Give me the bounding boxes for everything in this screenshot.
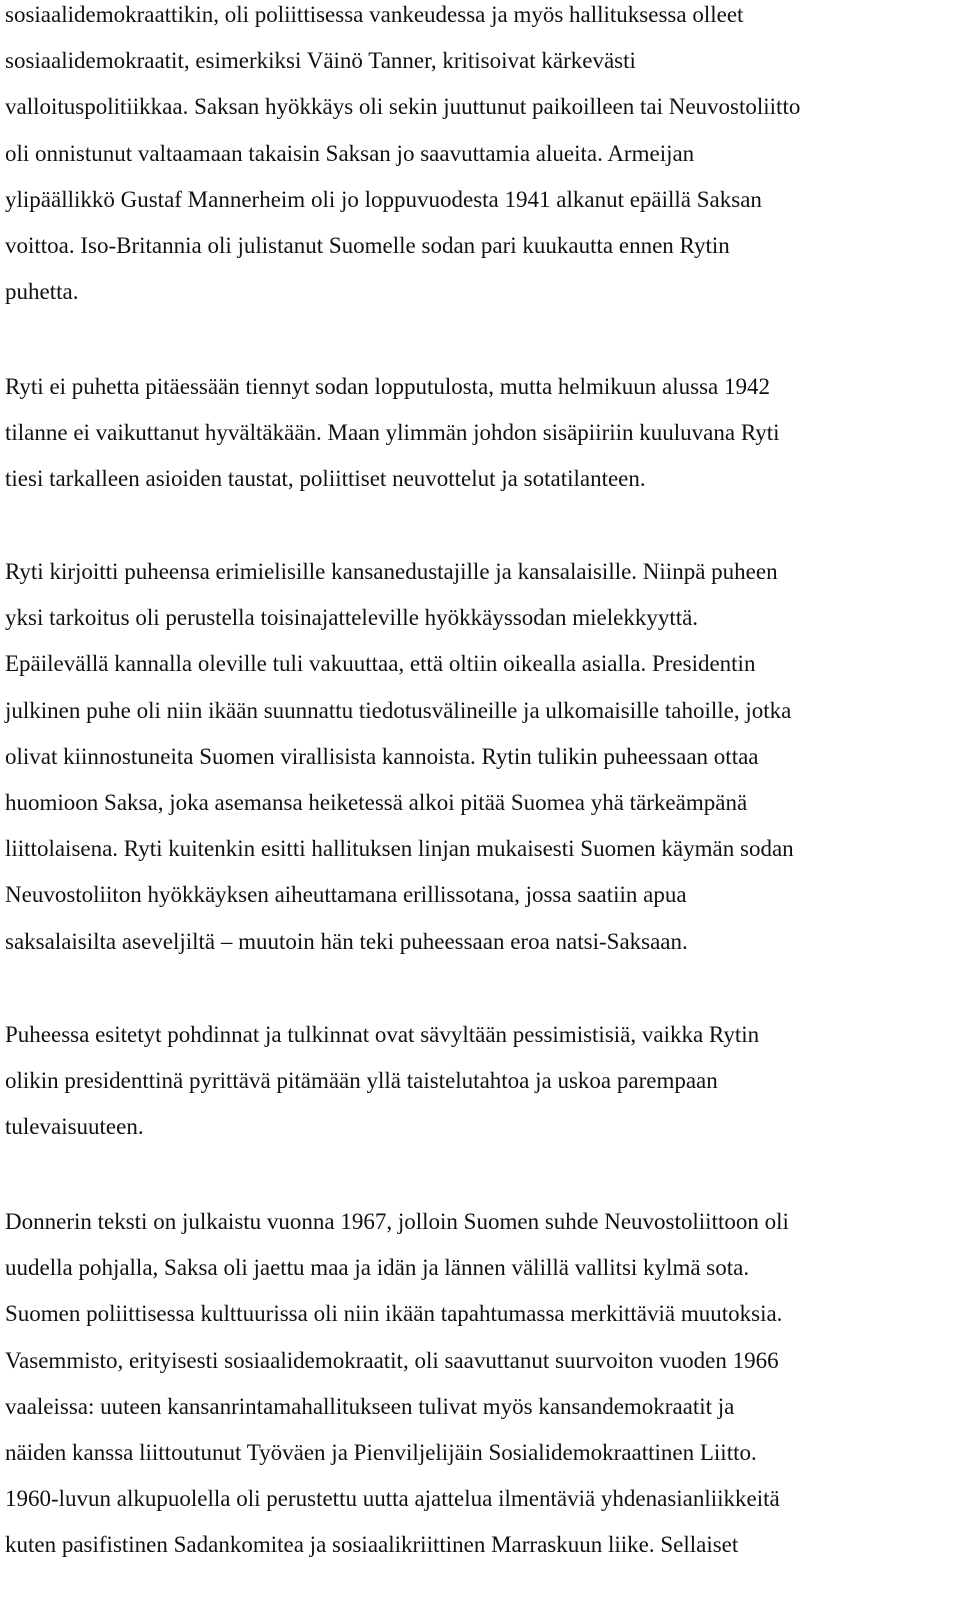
text-line: tilanne ei vaikuttanut hyvältäkään. Maan ylimmän johdon sisäpiiriin kuuluvana Ryti — [5, 420, 780, 446]
text-line: valloituspolitiikkaa. Saksan hyökkäys oli sekin juuttunut paikoilleen tai Neuvostoliitto — [5, 94, 801, 120]
text-line: ylipäällikkö Gustaf Mannerheim oli jo loppuvuodesta 1941 alkanut epäillä Saksan — [5, 186, 762, 212]
text-line: huomioon Saksa, joka asemansa heiketessä alkoi pitää Suomea yhä tärkeämpänä — [5, 789, 748, 815]
text-line: sosiaalidemokraatit, esimerkiksi Väinö Tanner, kritisoivat kärkevästi — [5, 48, 636, 74]
text-line: tiesi tarkalleen asioiden taustat, poliittiset neuvottelut ja sotatilanteen. — [5, 466, 646, 492]
text-line: saksalaisilta aseveljiltä – muutoin hän teki puheessaan eroa natsi-Saksaan. — [5, 928, 688, 954]
text-line: Donnerin teksti on julkaistu vuonna 1967, jolloin Suomen suhde Neuvostoliittoon oli — [5, 1209, 789, 1234]
text-line: uudella pohjalla, Saksa oli jaettu maa ja idän ja lännen välillä vallitsi kylmä sota. — [5, 1255, 750, 1281]
paragraph-2 — [5, 372, 955, 511]
text-line: julkinen puhe oli niin ikään suunnattu tiedotusvälineille ja ulkomaisille tahoille, jotka — [5, 697, 792, 723]
paragraph-1 — [5, 0, 955, 323]
text-line: tulevaisuuteen. — [5, 1114, 144, 1140]
text-line: liittolaisena. Ryti kuitenkin esitti hallituksen linjan mukaisesti Suomen käymän sodan — [5, 836, 794, 862]
text-line: Neuvostoliiton hyökkäyksen aiheuttamana erillissotana, jossa saatiin apua — [5, 882, 687, 908]
text-line: sosiaalidemokraattikin, oli poliittisessa vankeudessa ja myös hallituksessa olleet — [5, 2, 744, 27]
text-line: Suomen poliittisessa kulttuurissa oli niin ikään tapahtumassa merkittäviä muutoksia. — [5, 1301, 783, 1327]
text-line: olivat kiinnostuneita Suomen virallisista kannoista. Rytin tulikin puheessaan ottaa — [5, 743, 759, 769]
text-line: Ryti ei puhetta pitäessään tiennyt sodan lopputulosta, mutta helmikuun alussa 1942 — [5, 374, 770, 399]
text-line: olikin presidenttinä pyrittävä pitämään yllä taistelutahtoa ja uskoa parempaan — [5, 1068, 718, 1094]
paragraph-3 — [5, 557, 955, 973]
paragraph-4 — [5, 1020, 955, 1159]
text-line: Puheessa esitetyt pohdinnat ja tulkinnat ovat sävyltään pessimistisiä, vaikka Rytin — [5, 1022, 760, 1047]
text-line: Epäilevällä kannalla oleville tuli vakuuttaa, että oltiin oikealla asialla. Presidentin — [5, 651, 756, 677]
text-line: puhetta. — [5, 279, 79, 305]
text-line: oli onnistunut valtaamaan takaisin Saksan jo saavuttamia alueita. Armeijan — [5, 140, 695, 166]
text-line: Vasemmisto, erityisesti sosiaalidemokraatit, oli saavuttanut suurvoiton vuoden 1966 — [5, 1347, 779, 1373]
text-line: vaaleissa: uuteen kansanrintamahallitukseen tulivat myös kansandemokraatit ja — [5, 1393, 735, 1419]
text-line: näiden kanssa liittoutunut Työväen ja Pienviljelijäin Sosialidemokraattinen Liitto. — [5, 1439, 757, 1465]
text-line: Ryti kirjoitti puheensa erimielisille kansanedustajille ja kansalaisille. Niinpä puheen — [5, 559, 778, 584]
text-line: yksi tarkoitus oli perustella toisinajatteleville hyökkäyssodan mielekkyyttä. — [5, 605, 699, 631]
text-line: voittoa. Iso-Britannia oli julistanut Suomelle sodan pari kuukautta ennen Rytin — [5, 232, 730, 258]
text-line: kuten pasifistinen Sadankomitea ja sosiaalikriittinen Marraskuun liike. Sellaiset — [5, 1532, 739, 1558]
paragraph-5 — [5, 1207, 955, 1577]
text-line: 1960-luvun alkupuolella oli perustettu uutta ajattelua ilmentäviä yhdenasianliikkeitä — [5, 1486, 780, 1512]
